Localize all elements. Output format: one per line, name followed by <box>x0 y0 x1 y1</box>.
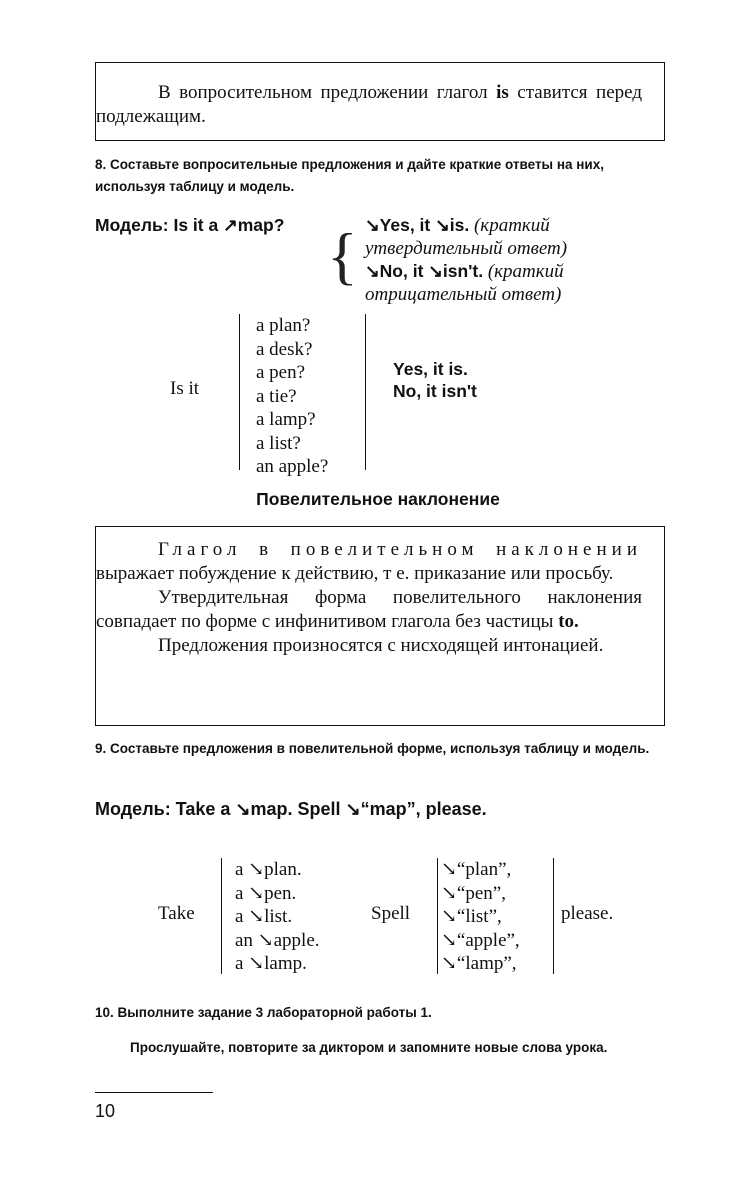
table-9-tail: please. <box>561 903 614 924</box>
table-8 <box>95 314 665 477</box>
rule-text: ставится перед подлежащим. <box>96 82 642 127</box>
rule-box-imperative: Глагол в повелительном наклонении выражает побуждение к действию, т е. приказание или просьбу. Утвердительная форма повелительного наклонения совпадает по форме с инфинитивом глагола без частицы to. Предложения произносятся с нисходящей интонацией. <box>95 526 665 726</box>
table-9 <box>95 858 665 976</box>
task-9: 9. Составьте предложения в повелительной форме, используя таблицу и модель. <box>95 741 650 756</box>
rule-text: В вопросительном предложении глагол <box>158 82 497 103</box>
rule-keyword: is <box>496 82 509 103</box>
brace-icon: { <box>327 220 358 291</box>
table-9-spell-items: ↘“plan”, ↘“pen”, ↘“list”, ↘“apple”, ↘“lamp”, <box>441 859 520 974</box>
table-8-items: a plan? a desk? a pen? a tie? a lamp? a list? an apple? <box>256 315 329 477</box>
listen-task: Прослушайте, повторите за диктором и запомните новые слова урока. <box>130 1040 608 1055</box>
rule-box-is <box>95 62 665 141</box>
model-8 <box>95 214 670 304</box>
table-8-lead: Is it <box>170 378 200 399</box>
task-8: 8. Составьте вопросительные предложения и дайте краткие ответы на них, используя таблицу и модель. <box>95 157 604 194</box>
page-number: 10 <box>95 1101 116 1121</box>
table-8-answers: Yes, it is. No, it isn't <box>393 359 477 401</box>
table-9-items: a ↘plan. a ↘pen. a ↘list. an ↘apple. a ↘lamp. <box>235 859 320 974</box>
section-title: Повелительное наклонение <box>256 489 500 509</box>
table-9-verb: Spell <box>371 903 411 924</box>
model-9: Модель: Take a ↘map. Spell ↘“map”, please. <box>95 799 487 819</box>
footnote-divider <box>95 1092 213 1093</box>
model-8-answers: ↘Yes, it ↘is. (краткий утвердительный ответ) ↘No, it ↘isn't. (краткий отрицательный ответ) <box>365 215 568 305</box>
task-10: 10. Выполните задание 3 лабораторной работы 1. <box>95 1005 432 1020</box>
table-9-lead: Take <box>158 903 195 924</box>
model-8-question: Модель: Is it a ↗map? <box>95 215 285 235</box>
